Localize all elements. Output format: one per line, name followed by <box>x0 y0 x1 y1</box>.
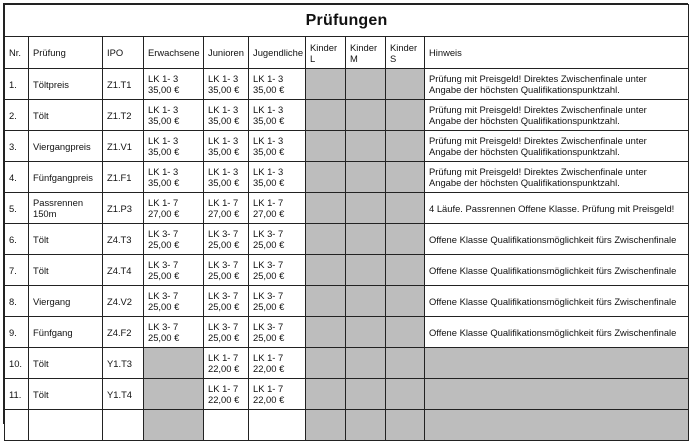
partial-cell <box>204 410 249 441</box>
row-kinder-s-empty <box>386 69 425 100</box>
row-junioren-fee: 25,00 € <box>208 301 240 312</box>
row-kinder-m-empty <box>346 348 386 379</box>
row-hinweis-line2: Angabe der höchsten Qualifikationspunktzahl. <box>429 146 620 157</box>
row-kinder-m-empty <box>346 193 386 224</box>
row-junioren-cell <box>204 193 249 224</box>
row-jugendliche-fee: 35,00 € <box>253 84 285 95</box>
header-junioren: Junioren <box>204 37 249 69</box>
row-junioren-lk: LK 1- 7 <box>208 352 239 363</box>
row-junioren-cell <box>204 348 249 379</box>
row-jugendliche-fee: 25,00 € <box>253 301 285 312</box>
row-kinder-s-empty <box>386 224 425 255</box>
header-pruefung: Prüfung <box>29 37 103 69</box>
partial-cell <box>5 410 29 441</box>
row-nr: 1. <box>5 69 29 100</box>
row-erwachsene-lk: LK 1- 7 <box>148 197 179 208</box>
row-junioren-cell <box>204 131 249 162</box>
row-junioren-fee: 22,00 € <box>208 363 240 374</box>
row-erwachsene-lk: LK 3- 7 <box>148 290 179 301</box>
row-jugendliche-lk: LK 3- 7 <box>253 321 284 332</box>
table-row <box>5 286 689 317</box>
row-junioren-fee: 35,00 € <box>208 177 240 188</box>
row-jugendliche-lk: LK 3- 7 <box>253 290 284 301</box>
row-nr: 7. <box>5 255 29 286</box>
row-erwachsene-fee: 25,00 € <box>148 270 180 281</box>
partial-cell <box>425 410 689 441</box>
row-jugendliche-cell <box>249 100 306 131</box>
row-kinder-l-empty <box>306 193 346 224</box>
row-erwachsene-fee: 25,00 € <box>148 332 180 343</box>
row-kinder-m-empty <box>346 69 386 100</box>
row-erwachsene-lk: LK 1- 3 <box>148 166 179 177</box>
header-ipo: IPO <box>103 37 144 69</box>
header-kinder-s-line2: S <box>390 52 397 64</box>
row-pruefung: Tölt <box>29 379 103 410</box>
row-kinder-m-empty <box>346 379 386 410</box>
row-junioren-lk: LK 1- 7 <box>208 383 239 394</box>
row-jugendliche-fee: 22,00 € <box>253 394 285 405</box>
table-row <box>5 224 689 255</box>
header-kinder-s-line1: Kinder <box>390 41 418 53</box>
row-hinweis-line1: Prüfung mit Preisgeld! Direktes Zwischenfinale unter <box>429 166 647 177</box>
row-junioren-lk: LK 3- 7 <box>208 321 239 332</box>
row-kinder-s-empty <box>386 131 425 162</box>
row-junioren-lk: LK 3- 7 <box>208 228 239 239</box>
row-erwachsene-fee: 25,00 € <box>148 239 180 250</box>
row-pruefung: Tölt <box>29 348 103 379</box>
table-body <box>5 69 689 441</box>
row-kinder-s-empty <box>386 379 425 410</box>
row-nr: 10. <box>5 348 29 379</box>
row-erwachsene-lk: LK 1- 3 <box>148 73 179 84</box>
row-hinweis: Offene Klasse Qualifikationsmöglichkeit fürs Zwischenfinale <box>425 255 689 286</box>
row-pruefung: Fünfgang <box>29 317 103 348</box>
row-erwachsene-lk: LK 3- 7 <box>148 259 179 270</box>
row-nr: 11. <box>5 379 29 410</box>
row-nr: 9. <box>5 317 29 348</box>
row-erwachsene-cell <box>144 255 204 286</box>
header-jugendliche: Jugendliche <box>249 37 306 69</box>
row-kinder-s-empty <box>386 286 425 317</box>
row-jugendliche-cell <box>249 317 306 348</box>
row-kinder-l-empty <box>306 224 346 255</box>
row-kinder-s-empty <box>386 255 425 286</box>
row-hinweis: 4 Läufe. Passrennen Offene Klasse. Prüfung mit Preisgeld! <box>425 193 689 224</box>
table-row <box>5 255 689 286</box>
row-pruefung: Fünfgangpreis <box>29 162 103 193</box>
row-erwachsene-cell <box>144 162 204 193</box>
row-jugendliche-fee: 35,00 € <box>253 146 285 157</box>
row-hinweis: Offene Klasse Qualifikationsmöglichkeit fürs Zwischenfinale <box>425 317 689 348</box>
table-row <box>5 193 689 224</box>
row-jugendliche-lk: LK 1- 7 <box>253 197 284 208</box>
row-junioren-cell <box>204 286 249 317</box>
row-erwachsene-cell <box>144 69 204 100</box>
table-row <box>5 131 689 162</box>
row-jugendliche-lk: LK 1- 3 <box>253 135 284 146</box>
row-junioren-fee: 25,00 € <box>208 239 240 250</box>
table-row <box>5 100 689 131</box>
row-jugendliche-lk: LK 1- 3 <box>253 73 284 84</box>
row-junioren-lk: LK 1- 3 <box>208 73 239 84</box>
row-kinder-l-empty <box>306 379 346 410</box>
row-erwachsene-fee: 25,00 € <box>148 301 180 312</box>
row-junioren-cell <box>204 224 249 255</box>
row-jugendliche-lk: LK 1- 7 <box>253 383 284 394</box>
row-hinweis-line2: Angabe der höchsten Qualifikationspunktzahl. <box>429 177 620 188</box>
row-kinder-l-empty <box>306 69 346 100</box>
row-kinder-m-empty <box>346 162 386 193</box>
row-erwachsene-lk: LK 1- 3 <box>148 135 179 146</box>
table-row <box>5 348 689 379</box>
row-erwachsene-empty <box>144 379 204 410</box>
row-nr: 8. <box>5 286 29 317</box>
row-erwachsene-fee: 35,00 € <box>148 146 180 157</box>
row-hinweis <box>425 131 689 162</box>
row-junioren-lk: LK 1- 3 <box>208 135 239 146</box>
row-jugendliche-fee: 27,00 € <box>253 208 285 219</box>
row-erwachsene-cell <box>144 131 204 162</box>
row-junioren-fee: 35,00 € <box>208 115 240 126</box>
row-erwachsene-cell <box>144 286 204 317</box>
row-jugendliche-cell <box>249 193 306 224</box>
row-kinder-m-empty <box>346 100 386 131</box>
row-jugendliche-cell <box>249 286 306 317</box>
partial-cell <box>249 410 306 441</box>
row-jugendliche-cell <box>249 379 306 410</box>
row-jugendliche-cell <box>249 69 306 100</box>
header-hinweis: Hinweis <box>425 37 689 69</box>
row-jugendliche-fee: 25,00 € <box>253 332 285 343</box>
row-hinweis <box>425 69 689 100</box>
row-kinder-s-empty <box>386 193 425 224</box>
row-kinder-l-empty <box>306 162 346 193</box>
row-pruefung: Viergang <box>29 286 103 317</box>
row-junioren-cell <box>204 317 249 348</box>
header-kinder-l <box>306 37 346 69</box>
row-nr: 3. <box>5 131 29 162</box>
row-jugendliche-fee: 25,00 € <box>253 239 285 250</box>
table-row <box>5 379 689 410</box>
row-erwachsene-cell <box>144 317 204 348</box>
row-hinweis-line1: Prüfung mit Preisgeld! Direktes Zwischenfinale unter <box>429 104 647 115</box>
row-ipo: Y1.T3 <box>103 348 144 379</box>
header-kinder-l-line2: L <box>310 52 316 64</box>
row-junioren-lk: LK 3- 7 <box>208 259 239 270</box>
row-kinder-s-empty <box>386 162 425 193</box>
row-junioren-lk: LK 1- 3 <box>208 166 239 177</box>
row-kinder-s-empty <box>386 348 425 379</box>
row-kinder-s-empty <box>386 317 425 348</box>
table-row <box>5 162 689 193</box>
row-erwachsene-cell <box>144 100 204 131</box>
row-junioren-fee: 25,00 € <box>208 332 240 343</box>
row-pruefung-line2: 150m <box>33 208 57 219</box>
row-ipo: Y1.T4 <box>103 379 144 410</box>
row-hinweis-line2: Angabe der höchsten Qualifikationspunktzahl. <box>429 115 620 126</box>
row-erwachsene-empty <box>144 348 204 379</box>
row-junioren-fee: 22,00 € <box>208 394 240 405</box>
row-jugendliche-lk: LK 1- 7 <box>253 352 284 363</box>
partial-cell <box>386 410 425 441</box>
row-jugendliche-cell <box>249 131 306 162</box>
row-pruefung-line1: Passrennen <box>33 197 84 208</box>
row-jugendliche-lk: LK 1- 3 <box>253 104 284 115</box>
partial-cell <box>306 410 346 441</box>
row-ipo: Z1.V1 <box>103 131 144 162</box>
row-jugendliche-lk: LK 1- 3 <box>253 166 284 177</box>
row-kinder-l-empty <box>306 286 346 317</box>
row-pruefung: Tölt <box>29 224 103 255</box>
row-erwachsene-lk: LK 3- 7 <box>148 228 179 239</box>
header-erwachsene: Erwachsene <box>144 37 204 69</box>
partial-cell <box>103 410 144 441</box>
row-kinder-l-empty <box>306 131 346 162</box>
row-junioren-lk: LK 3- 7 <box>208 290 239 301</box>
pruefungen-table <box>4 4 689 441</box>
row-kinder-l-empty <box>306 317 346 348</box>
row-junioren-fee: 27,00 € <box>208 208 240 219</box>
row-erwachsene-lk: LK 1- 3 <box>148 104 179 115</box>
pruefungen-sheet <box>3 3 688 424</box>
row-junioren-fee: 25,00 € <box>208 270 240 281</box>
partial-cell <box>346 410 386 441</box>
row-hinweis <box>425 162 689 193</box>
row-hinweis-line1: Prüfung mit Preisgeld! Direktes Zwischenfinale unter <box>429 73 647 84</box>
row-ipo: Z1.P3 <box>103 193 144 224</box>
row-kinder-s-empty <box>386 100 425 131</box>
row-ipo: Z4.F2 <box>103 317 144 348</box>
row-junioren-cell <box>204 162 249 193</box>
table-row <box>5 317 689 348</box>
row-jugendliche-fee: 35,00 € <box>253 177 285 188</box>
row-junioren-cell <box>204 100 249 131</box>
row-jugendliche-lk: LK 3- 7 <box>253 259 284 270</box>
row-junioren-cell <box>204 69 249 100</box>
row-ipo: Z4.V2 <box>103 286 144 317</box>
row-junioren-cell <box>204 379 249 410</box>
row-pruefung: Töltpreis <box>29 69 103 100</box>
row-ipo: Z1.F1 <box>103 162 144 193</box>
header-kinder-s <box>386 37 425 69</box>
row-jugendliche-cell <box>249 348 306 379</box>
row-pruefung: Tölt <box>29 100 103 131</box>
table-row-partial <box>5 410 689 441</box>
row-hinweis: Offene Klasse Qualifikationsmöglichkeit fürs Zwischenfinale <box>425 286 689 317</box>
row-erwachsene-fee: 35,00 € <box>148 177 180 188</box>
row-kinder-m-empty <box>346 131 386 162</box>
row-kinder-m-empty <box>346 286 386 317</box>
row-erwachsene-cell <box>144 224 204 255</box>
row-pruefung: Viergangpreis <box>29 131 103 162</box>
row-kinder-l-empty <box>306 100 346 131</box>
row-junioren-fee: 35,00 € <box>208 146 240 157</box>
partial-cell <box>144 410 204 441</box>
row-pruefung: Tölt <box>29 255 103 286</box>
row-nr: 2. <box>5 100 29 131</box>
row-kinder-m-empty <box>346 224 386 255</box>
partial-cell <box>29 410 103 441</box>
row-jugendliche-fee: 22,00 € <box>253 363 285 374</box>
row-pruefung <box>29 193 103 224</box>
header-row <box>5 37 689 69</box>
row-jugendliche-cell <box>249 224 306 255</box>
row-ipo: Z1.T1 <box>103 69 144 100</box>
row-erwachsene-fee: 27,00 € <box>148 208 180 219</box>
row-hinweis-line2: Angabe der höchsten Qualifikationspunktzahl. <box>429 84 620 95</box>
row-nr: 6. <box>5 224 29 255</box>
row-kinder-l-empty <box>306 348 346 379</box>
row-erwachsene-lk: LK 3- 7 <box>148 321 179 332</box>
row-hinweis <box>425 100 689 131</box>
row-nr: 4. <box>5 162 29 193</box>
row-erwachsene-fee: 35,00 € <box>148 84 180 95</box>
header-kinder-m-line2: M <box>350 52 358 64</box>
row-hinweis: Offene Klasse Qualifikationsmöglichkeit fürs Zwischenfinale <box>425 224 689 255</box>
row-erwachsene-fee: 35,00 € <box>148 115 180 126</box>
row-nr: 5. <box>5 193 29 224</box>
row-kinder-l-empty <box>306 255 346 286</box>
row-kinder-m-empty <box>346 317 386 348</box>
row-ipo: Z4.T4 <box>103 255 144 286</box>
row-junioren-fee: 35,00 € <box>208 84 240 95</box>
header-nr: Nr. <box>5 37 29 69</box>
header-kinder-m-line1: Kinder <box>350 41 378 53</box>
row-jugendliche-cell <box>249 255 306 286</box>
row-jugendliche-fee: 25,00 € <box>253 270 285 281</box>
table-title: Prüfungen <box>5 5 689 37</box>
row-ipo: Z4.T3 <box>103 224 144 255</box>
row-jugendliche-cell <box>249 162 306 193</box>
row-junioren-lk: LK 1- 7 <box>208 197 239 208</box>
table-row <box>5 69 689 100</box>
row-jugendliche-fee: 35,00 € <box>253 115 285 126</box>
row-hinweis-line1: Prüfung mit Preisgeld! Direktes Zwischenfinale unter <box>429 135 647 146</box>
row-hinweis-empty <box>425 379 689 410</box>
row-ipo: Z1.T2 <box>103 100 144 131</box>
row-junioren-cell <box>204 255 249 286</box>
row-jugendliche-lk: LK 3- 7 <box>253 228 284 239</box>
row-erwachsene-cell <box>144 193 204 224</box>
row-kinder-m-empty <box>346 255 386 286</box>
row-junioren-lk: LK 1- 3 <box>208 104 239 115</box>
row-hinweis-empty <box>425 348 689 379</box>
header-kinder-l-line1: Kinder <box>310 41 338 53</box>
header-kinder-m <box>346 37 386 69</box>
